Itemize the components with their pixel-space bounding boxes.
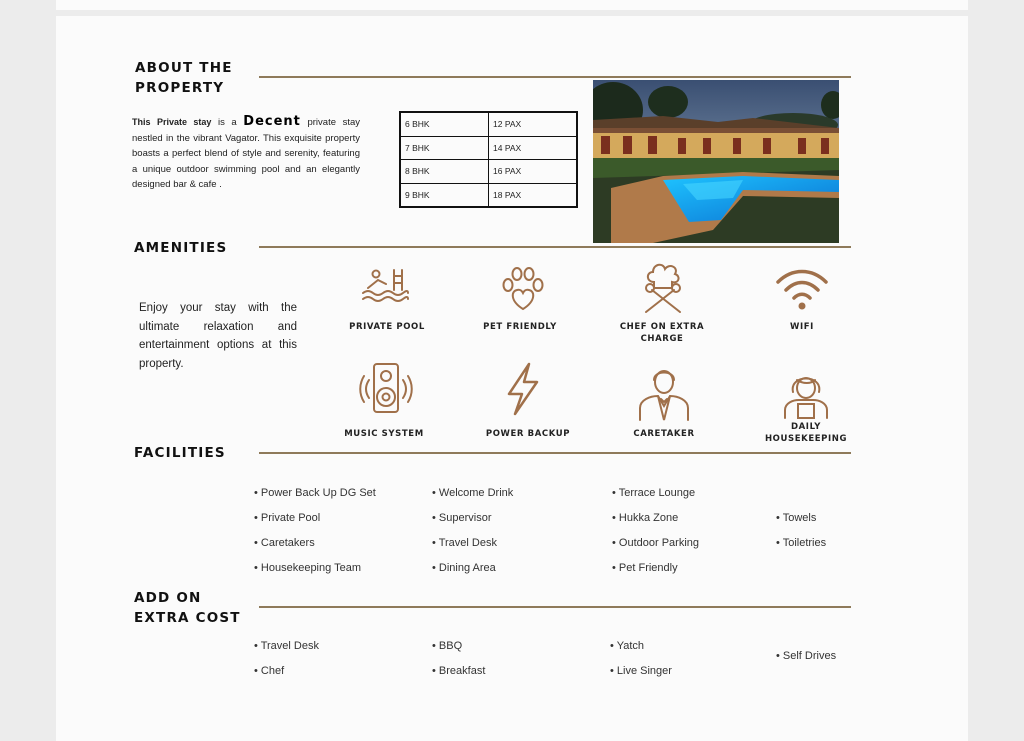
- amenities-divider: [259, 246, 851, 248]
- list-item: • Chef: [254, 665, 285, 677]
- list-item: • Hukka Zone: [612, 512, 679, 524]
- amenity-label-caretaker: CARETAKER: [633, 429, 695, 439]
- list-item: • Housekeeping Team: [254, 562, 361, 574]
- addons-heading: ADD ON EXTRA COST: [134, 590, 241, 626]
- amenity-label-housekeeping: DAILY HOUSEKEEPING: [764, 422, 848, 444]
- list-item: • Breakfast: [432, 665, 486, 677]
- about-divider: [259, 76, 851, 78]
- amenity-label-chef: CHEF ON EXTRA CHARGE: [619, 322, 705, 344]
- addons-divider: [259, 606, 851, 608]
- amenity-label-power-backup: POWER BACKUP: [485, 429, 571, 439]
- top-page-edge: [56, 0, 968, 10]
- facilities-heading: FACILITIES: [134, 445, 226, 461]
- amenity-label-music-system: MUSIC SYSTEM: [344, 429, 424, 439]
- caretaker-icon: [636, 366, 692, 422]
- list-item: • Self Drives: [776, 650, 837, 662]
- wifi-icon: [774, 266, 830, 312]
- table-row: 8 BHK 16 PAX: [400, 160, 577, 184]
- list-item: • Towels: [776, 512, 817, 524]
- list-item: • Private Pool: [254, 512, 321, 524]
- amenities-heading: AMENITIES: [134, 240, 228, 256]
- table-row: 6 BHK 12 PAX: [400, 112, 577, 136]
- list-item: • Live Singer: [610, 665, 672, 677]
- list-item: • Travel Desk: [432, 537, 497, 549]
- paw-icon: [498, 265, 548, 315]
- facilities-divider: [259, 452, 851, 454]
- amenity-label-wifi: WIFI: [790, 322, 814, 332]
- table-row: 9 BHK 18 PAX: [400, 183, 577, 207]
- chef-hat-icon: [636, 260, 690, 314]
- list-item: • Travel Desk: [254, 640, 319, 652]
- about-heading: ABOUT THE PROPERTY: [135, 60, 233, 96]
- list-item: • Dining Area: [432, 562, 496, 574]
- property-pool-photo: [593, 80, 839, 243]
- list-item: • Outdoor Parking: [612, 537, 700, 549]
- list-item: • Power Back Up DG Set: [254, 487, 376, 499]
- list-item: • Toiletries: [776, 537, 827, 549]
- about-lead: This Private stay: [132, 117, 212, 127]
- lightning-icon: [501, 362, 545, 416]
- swimming-pool-icon: [360, 266, 410, 306]
- table-row: 7 BHK 14 PAX: [400, 136, 577, 160]
- list-item: • Pet Friendly: [612, 562, 678, 574]
- about-description: This Private stay is a Decent private stay nestled in the vibrant Vagator. This exquisite property boasts a perfect blend of style and serenity, featuring a unique outdoor swimming pool and an elegantly designed bar & cafe .: [132, 114, 360, 190]
- amenity-label-pet-friendly: PET FRIENDLY: [483, 322, 557, 332]
- config-table: [399, 111, 578, 208]
- list-item: • Welcome Drink: [432, 487, 514, 499]
- list-item: • Yatch: [610, 640, 645, 652]
- list-item: • BBQ: [432, 640, 463, 652]
- speaker-icon: [359, 362, 413, 416]
- about-emphasis: Decent: [243, 114, 301, 129]
- amenity-label-private-pool: PRIVATE POOL: [349, 322, 425, 332]
- housekeeper-icon: [781, 370, 831, 420]
- list-item: • Terrace Lounge: [612, 487, 696, 499]
- list-item: • Supervisor: [432, 512, 492, 524]
- amenities-intro: Enjoy your stay with the ultimate relaxation and entertainment options at this property.: [139, 302, 297, 370]
- list-item: • Caretakers: [254, 537, 315, 549]
